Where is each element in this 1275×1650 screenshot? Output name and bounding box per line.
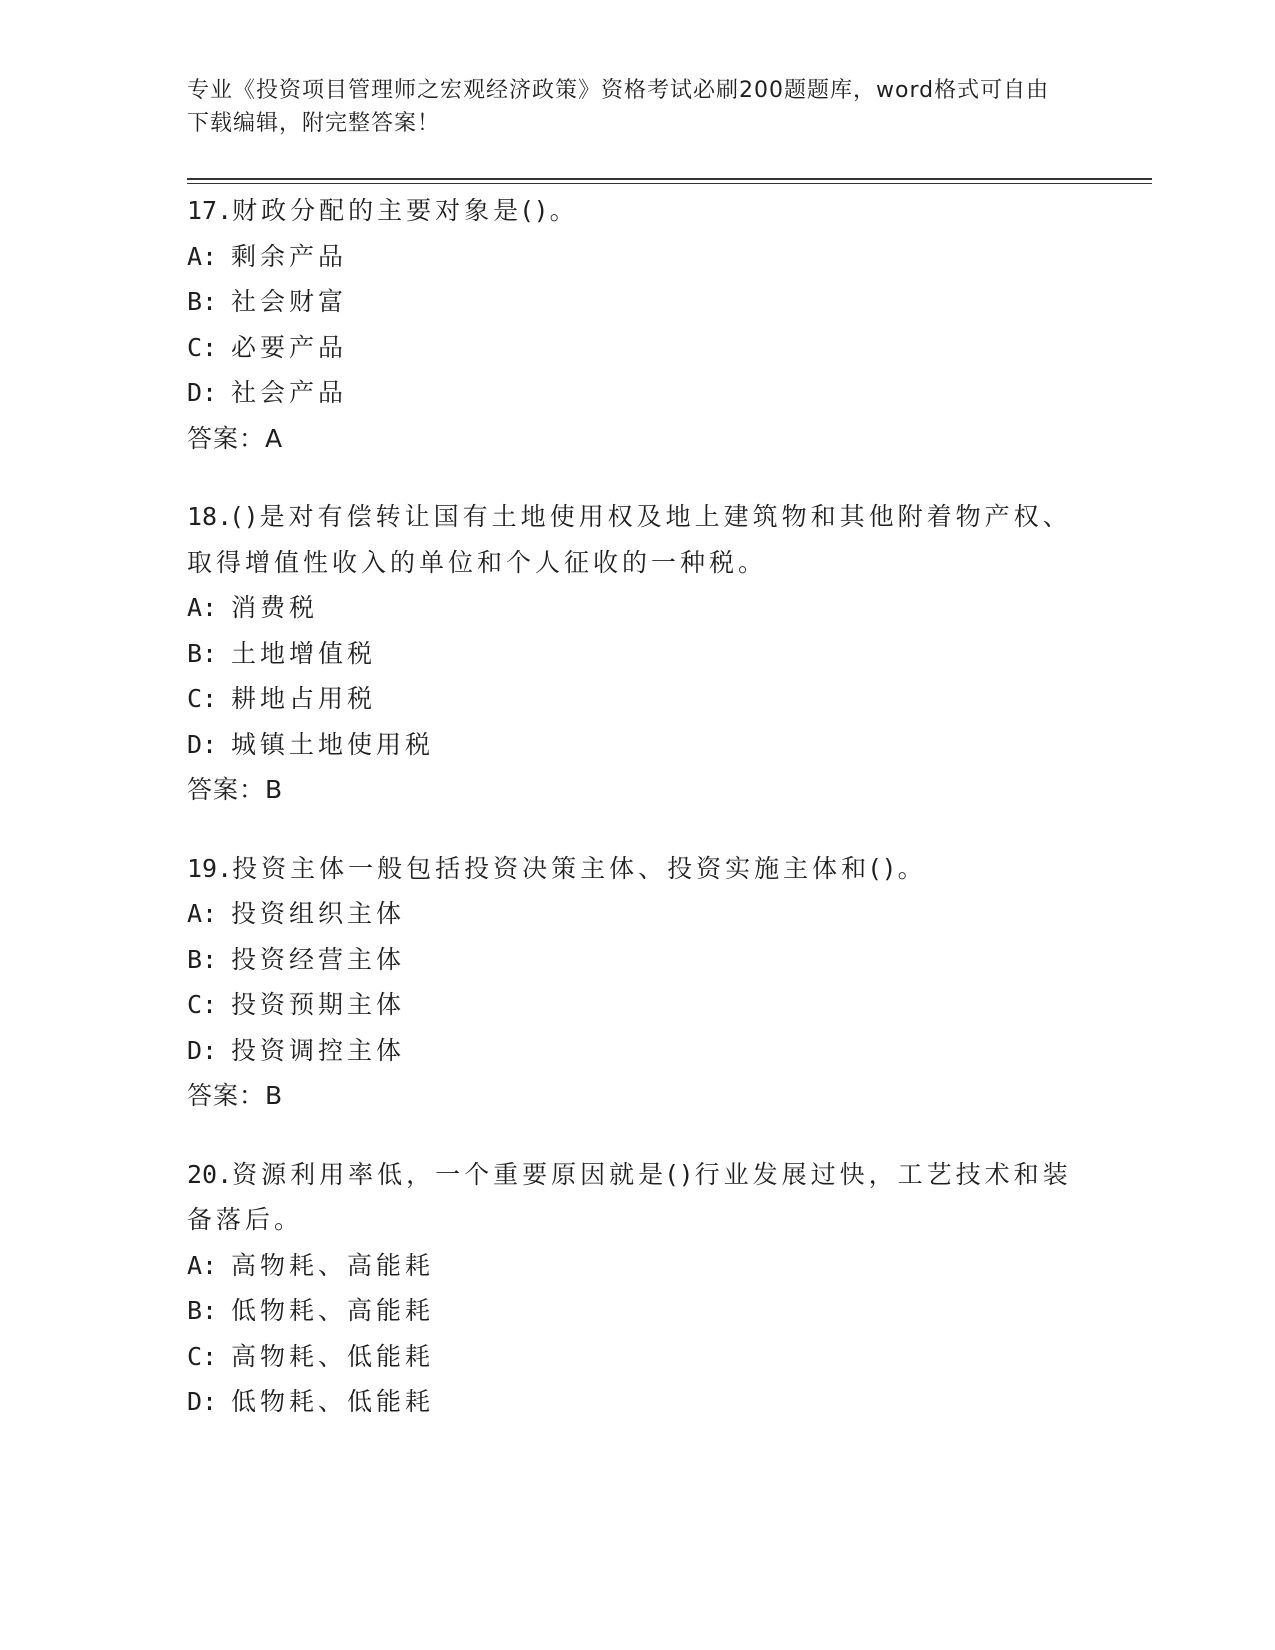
question-stem [187,846,1087,892]
option-letter: A: [187,1250,218,1280]
question-stem [187,188,1087,234]
document-header: 专业《投资项目管理师之宏观经济政策》资格考试必刷200题题库，word格式可自由下载编辑，附完整答案！ [187,78,1050,136]
option-text: 投资预期主体 [231,990,406,1019]
option-text: 低物耗、高能耗 [231,1296,435,1325]
option-letter: D: [187,1035,218,1065]
option-letter: B: [187,287,218,316]
question-text: ()是对有偿转让国有土地使用权及地上建筑物和其他附着物产权、取得增值性收入的单位和个人征收的一种税。 [187,502,1072,577]
option-text: 剩余产品 [231,241,348,271]
option-text: 高物耗、高能耗 [231,1250,435,1280]
question-stem [187,1152,1087,1243]
option-letter: C: [187,332,218,362]
question-number: 19. [187,853,233,883]
option-letter: D: [187,729,218,759]
question-number: 17. [187,196,233,225]
option-c [187,1334,1087,1380]
question-text: 投资主体一般包括投资决策主体、投资实施主体和()。 [232,853,927,883]
option-text: 高物耗、低能耗 [231,1341,435,1371]
option-b [187,631,1087,677]
option-text: 社会财富 [231,287,348,316]
option-a [187,585,1087,631]
option-b [187,279,1087,325]
question-text: 资源利用率低，一个重要原因就是()行业发展过快，工艺技术和装备落后。 [187,1159,1072,1234]
option-b [187,1288,1087,1334]
option-d [187,1379,1087,1425]
option-letter: B: [187,944,218,974]
answer-line: 答案：B [187,775,284,804]
question-number: 20. [187,1159,233,1189]
option-c [187,325,1087,371]
question-text: 财政分配的主要对象是()。 [232,196,579,225]
option-text: 土地增值税 [231,638,377,668]
option-letter: A: [187,241,218,271]
option-text: 消费税 [231,593,319,622]
option-d [187,722,1087,768]
option-letter: C: [187,1341,218,1371]
option-letter: A: [187,593,218,622]
option-text: 投资经营主体 [231,944,406,974]
option-text: 社会产品 [231,378,348,407]
option-c [187,676,1087,722]
question-19 [187,846,1087,1119]
question-20 [187,1152,1087,1425]
option-letter: B: [187,1296,218,1325]
answer-line: 答案：B [187,1081,284,1110]
option-text: 投资调控主体 [231,1035,406,1065]
option-a [187,1243,1087,1289]
option-letter: C: [187,684,218,713]
option-a [187,234,1087,280]
option-letter: D: [187,378,218,407]
option-text: 低物耗、低能耗 [231,1387,435,1416]
option-c [187,982,1087,1028]
option-b [187,937,1087,983]
question-18 [187,494,1087,813]
question-number: 18. [187,502,233,531]
option-letter: A: [187,899,218,928]
question-17 [187,188,1087,461]
option-d [187,1028,1087,1074]
option-letter: D: [187,1387,218,1416]
option-text: 必要产品 [231,332,348,362]
answer-line: 答案：A [187,423,284,453]
question-stem [187,494,1087,585]
header-divider-thick [187,178,1152,180]
option-text: 耕地占用税 [231,684,377,713]
option-letter: B: [187,638,218,668]
option-text: 投资组织主体 [231,899,406,928]
header-divider-thin [187,183,1152,184]
option-d [187,370,1087,416]
option-a [187,891,1087,937]
option-letter: C: [187,990,218,1019]
option-text: 城镇土地使用税 [231,729,435,759]
question-list [187,188,1087,1458]
